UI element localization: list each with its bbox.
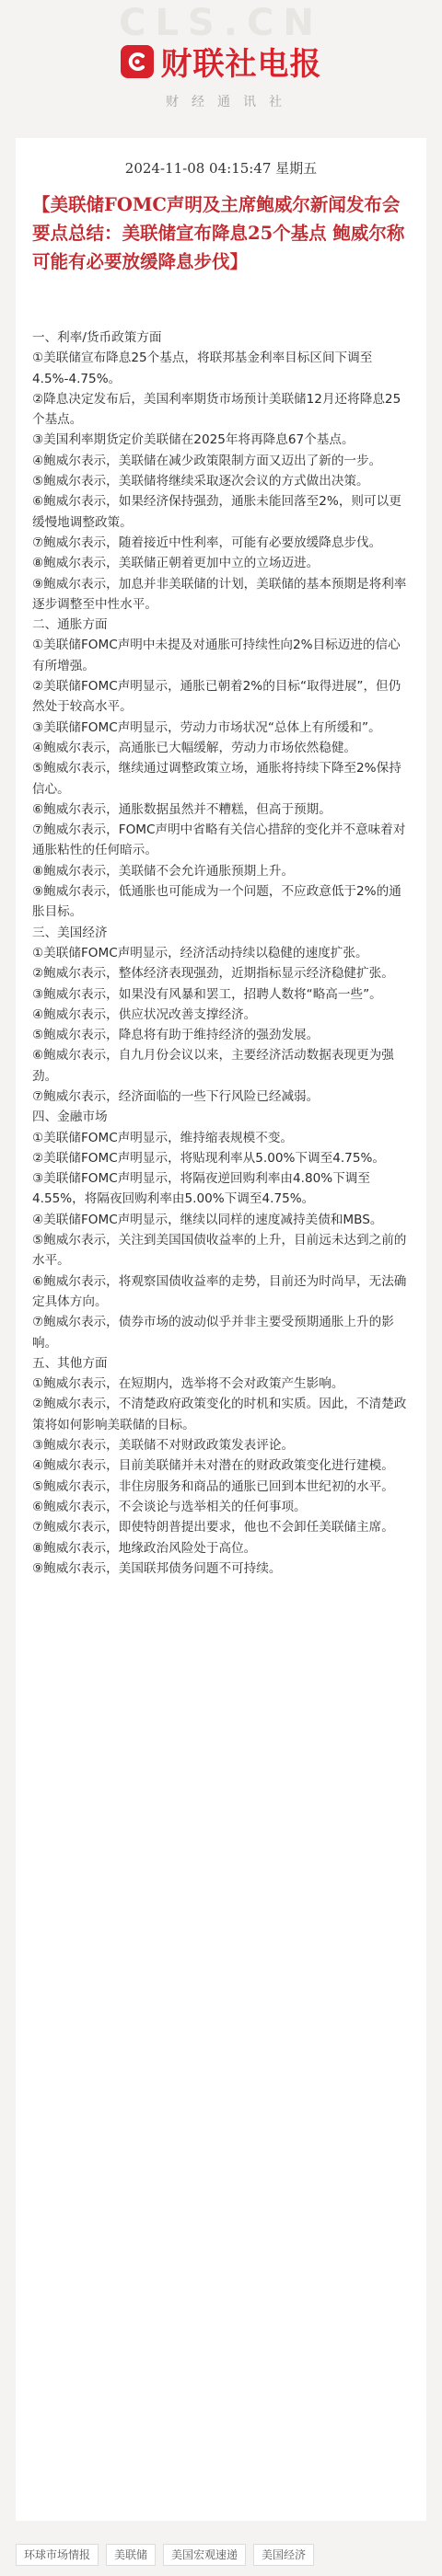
- paragraph: ⑥鲍威尔表示，如果经济保持强劲，通胀未能回落至2%，则可以更缓慢地调整政策。: [32, 494, 401, 530]
- paragraph: ⑥鲍威尔表示，不会谈论与选举相关的任何事项。: [32, 1499, 307, 1514]
- paragraph: ⑦鲍威尔表示，随着接近中性利率，可能有必要放缓降息步伐。: [32, 535, 382, 550]
- paragraph: ②美联储FOMC声明显示，通胀已朝着2%的目标“取得进展”，但仍然处于较高水平。: [32, 679, 401, 715]
- paragraph: ⑤鲍威尔表示，关注到美国国债收益率的上升，目前远未达到之前的水平。: [32, 1233, 407, 1269]
- paragraph: ⑨鲍威尔表示，美国联邦债务问题不可持续。: [32, 1560, 282, 1576]
- tag-fed[interactable]: 美联储: [106, 2544, 156, 2566]
- paragraph: ⑥鲍威尔表示，自九月份会议以来，主要经济活动数据表现更为强劲。: [32, 1048, 394, 1084]
- watermark: CLS.CN: [119, 2, 323, 44]
- paragraph: ③鲍威尔表示，如果没有风暴和罢工，招聘人数将“略高一些”。: [32, 986, 382, 1002]
- paragraph: 四、金融市场: [32, 1110, 108, 1125]
- paragraph: ④鲍威尔表示，美联储在减少政策限制方面又迈出了新的一步。: [32, 453, 382, 468]
- paragraph: 三、美国经济: [32, 925, 108, 940]
- paragraph: ③美联储FOMC声明显示，将隔夜逆回购利率由4.80%下调至4.55%，将隔夜回购利率由5.00%下调至4.75%。: [32, 1171, 370, 1207]
- article-title: 【美联储FOMC声明及主席鲍威尔新闻发布会要点总结：美联储宣布降息25个基点 鲍威尔称可能有必要放缓降息步伐】: [32, 194, 405, 272]
- paragraph: ⑤鲍威尔表示，降息将有助于维持经济的强劲发展。: [32, 1028, 320, 1043]
- paragraph: 一、利率/货币政策方面: [32, 330, 162, 345]
- paragraph: ⑤鲍威尔表示，非住房服务和商品的通胀已回到本世纪初的水平。: [32, 1478, 394, 1494]
- tag-global-market[interactable]: 环球市场情报: [16, 2544, 99, 2566]
- paragraph: ④美联储FOMC声明显示，继续以同样的速度减持美债和MBS。: [32, 1212, 383, 1227]
- cls-logo-icon: [121, 45, 154, 78]
- paragraph: ④鲍威尔表示，供应状况改善支撑经济。: [32, 1006, 257, 1022]
- paragraph: ⑥鲍威尔表示，将观察国债收益率的走势，目前还为时尚早，无法确定具体方向。: [32, 1273, 407, 1309]
- paragraph: ⑧鲍威尔表示，美联储正朝着更加中立的立场迈进。: [32, 556, 320, 571]
- paragraph: 五、其他方面: [32, 1355, 108, 1371]
- paragraph: ④鲍威尔表示，高通胀已大幅缓解，劳动力市场依然稳健。: [32, 740, 357, 755]
- paragraph: ①美联储FOMC声明显示，维持缩表规模不变。: [32, 1130, 294, 1145]
- brand-slogan: 财经通讯社: [166, 95, 295, 109]
- brand-name: 财联社电报: [160, 46, 322, 83]
- tag-us-macro[interactable]: 美国宏观速递: [163, 2544, 246, 2566]
- brand-logo: [0, 39, 442, 84]
- paragraph: ③美国利率期货定价美联储在2025年将再降息67个基点。: [32, 432, 355, 448]
- paragraph: ①美联储FOMC声明显示，经济活动持续以稳健的速度扩张。: [32, 945, 368, 960]
- paragraph: ⑤鲍威尔表示，美联储将继续采取逐次会议的方式做出决策。: [32, 474, 369, 489]
- paragraph: ③美联储FOMC声明显示，劳动力市场状况“总体上有所缓和”。: [32, 719, 381, 735]
- paragraph: ①美联储宣布降息25个基点，将联邦基金利率目标区间下调至4.5%-4.75%。: [32, 351, 373, 386]
- paragraph: ①美联储FOMC声明中未提及对通胀可持续性向2%目标迈进的信心有所增强。: [32, 638, 401, 673]
- paragraph: ⑤鲍威尔表示，继续通过调整政策立场，通胀将持续下降至2%保持信心。: [32, 761, 401, 797]
- paragraph: ⑦鲍威尔表示，经济面临的一些下行风险已经减弱。: [32, 1088, 320, 1104]
- paragraph: ②鲍威尔表示，整体经济表现强劲，近期指标显示经济稳健扩张。: [32, 966, 394, 982]
- paragraph: ④鲍威尔表示，目前美联储并未对潜在的财政政策变化进行建模。: [32, 1458, 394, 1474]
- paragraph: ②鲍威尔表示，不清楚政府政策变化的时机和实质。因此，不清楚政策将如何影响美联储的目标。: [32, 1397, 407, 1432]
- header: [0, 0, 442, 118]
- paragraph: ②降息决定发布后，美国利率期货市场预计美联储12月还将降息25个基点。: [32, 391, 401, 428]
- paragraph: ⑨鲍威尔表示，加息并非美联储的计划，美联储的基本预期是将利率逐步调整至中性水平。: [32, 576, 407, 612]
- paragraph: ⑧鲍威尔表示，地缘政治风险处于高位。: [32, 1540, 257, 1556]
- tag-list: [16, 2544, 314, 2566]
- article-card: [16, 138, 426, 2521]
- paragraph: ⑨鲍威尔表示，低通胀也可能成为一个问题，不应政意低于2%的通胀目标。: [32, 884, 401, 920]
- paragraph: 二、通胀方面: [32, 617, 108, 633]
- paragraph: ⑧鲍威尔表示，美联储不会允许通胀预期上升。: [32, 863, 295, 879]
- paragraph: ②美联储FOMC声明显示，将贴现利率从5.00%下调至4.75%。: [32, 1150, 385, 1166]
- paragraph: ①鲍威尔表示，在短期内，选举将不会对政策产生影响。: [32, 1376, 344, 1392]
- paragraph: ⑦鲍威尔表示，债券市场的波动似乎并非主要受预期通胀上升的影响。: [32, 1315, 394, 1351]
- article-body: [32, 328, 408, 1579]
- paragraph: ③鲍威尔表示，美联储不对财政政策发表评论。: [32, 1438, 295, 1454]
- article-datetime: 2024-11-08 04:15:47 星期五: [124, 160, 318, 177]
- tag-us-economy[interactable]: 美国经济: [253, 2544, 314, 2566]
- paragraph: ⑦鲍威尔表示，即使特朗普提出要求，他也不会卸任美联储主席。: [32, 1520, 394, 1535]
- paragraph: ⑥鲍威尔表示，通胀数据虽然并不糟糕，但高于预期。: [32, 801, 332, 817]
- paragraph: ⑦鲍威尔表示，FOMC声明中省略有关信心措辞的变化并不意味着对通胀粘性的任何暗示。: [32, 822, 406, 858]
